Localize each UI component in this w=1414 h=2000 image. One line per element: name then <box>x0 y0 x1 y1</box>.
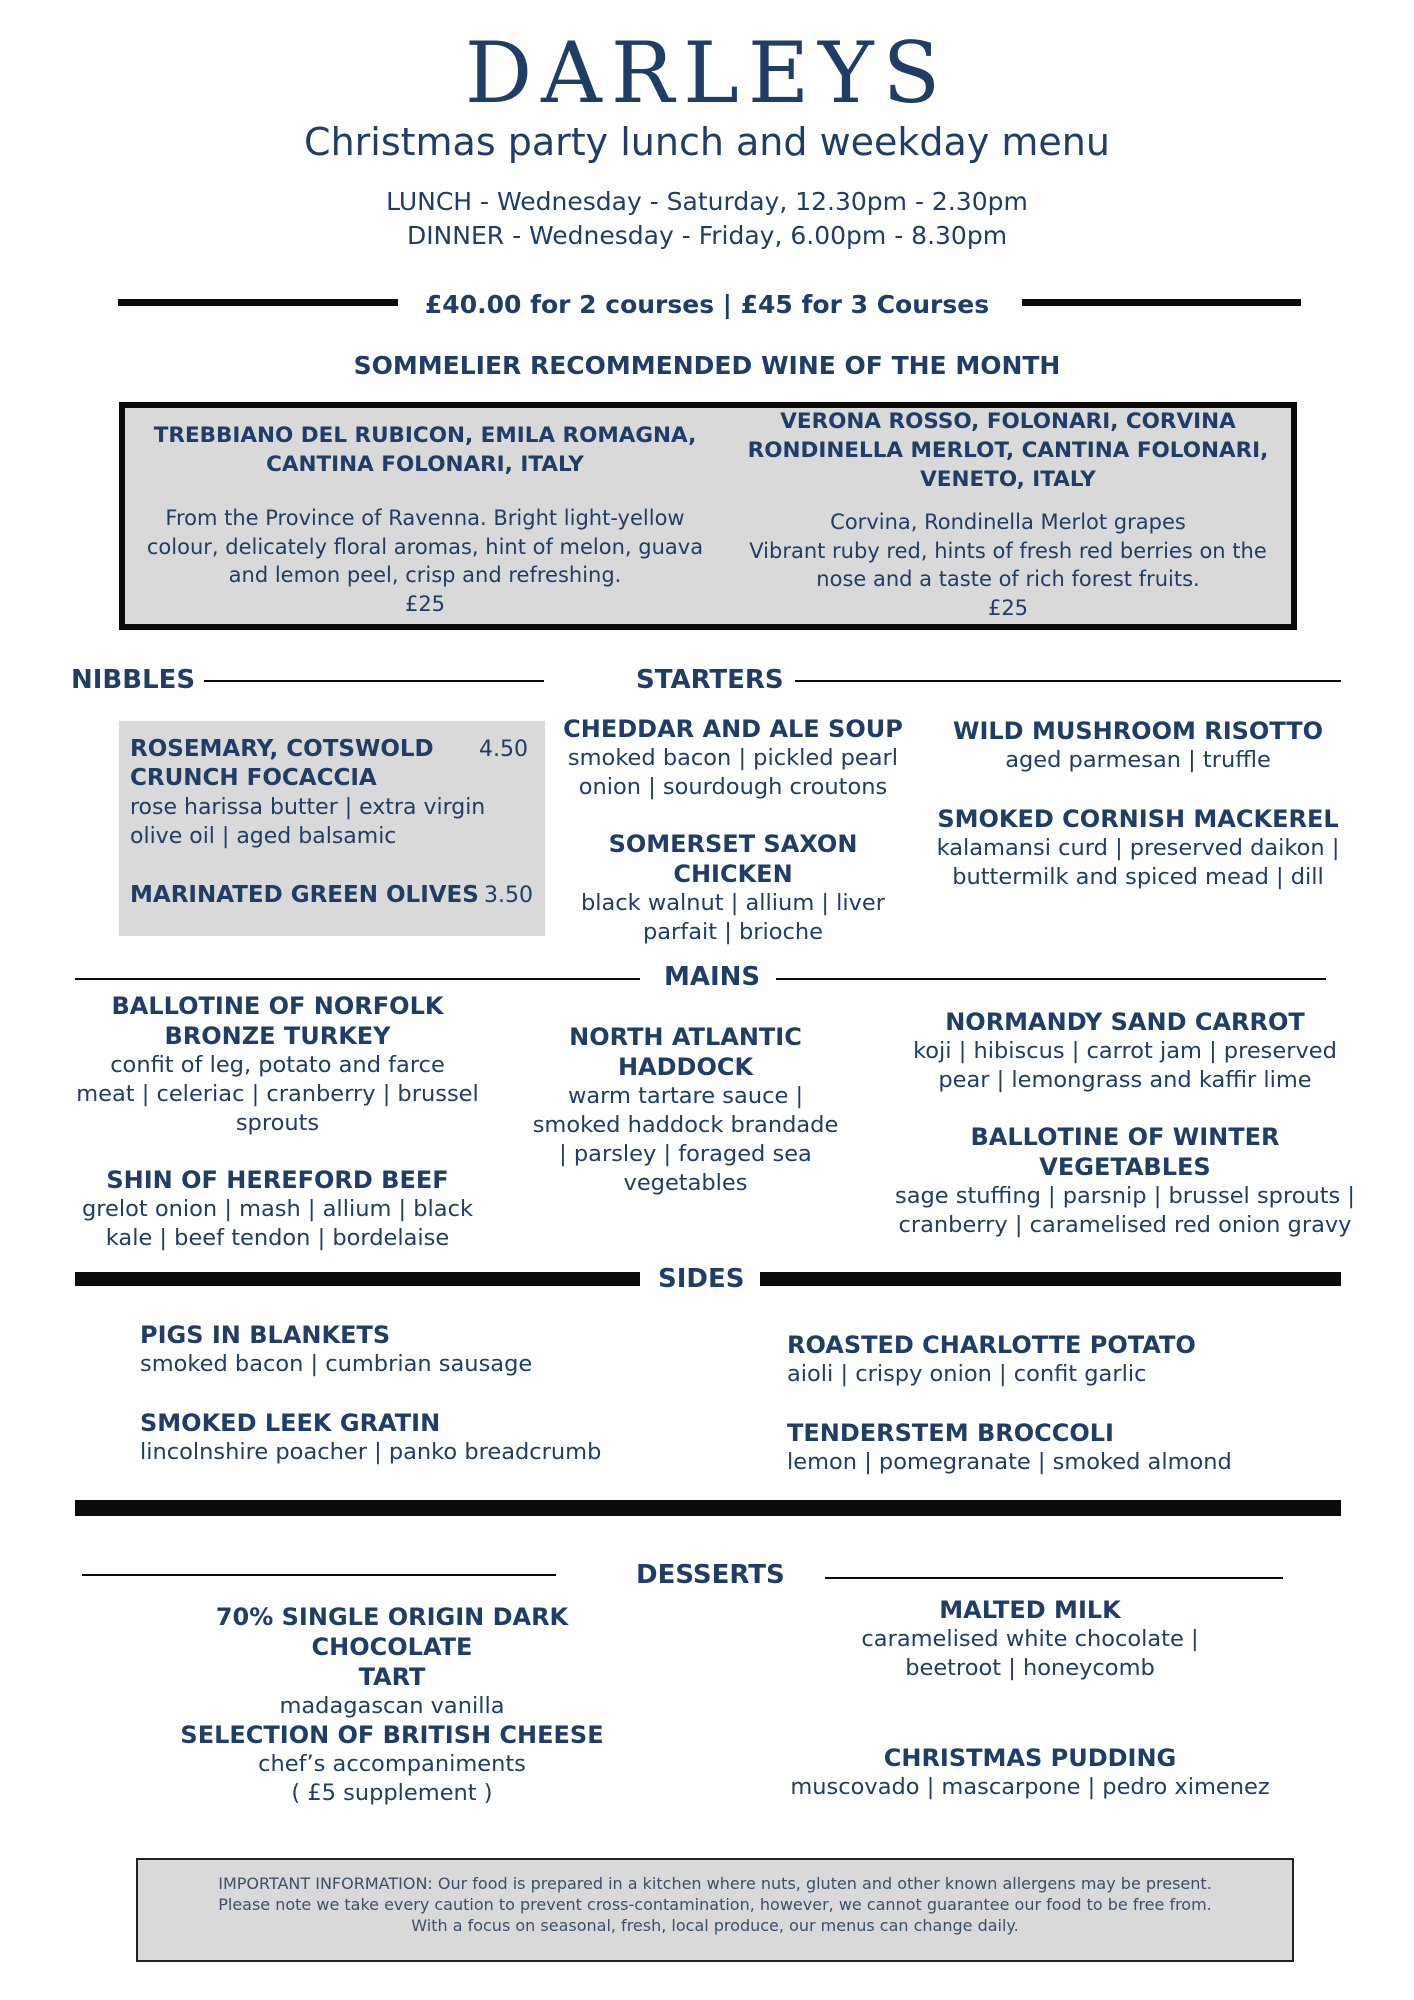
notice-line: IMPORTANT INFORMATION: Our food is prepared in a kitchen where nuts, gluten and other known allergens may be present. <box>218 1874 1212 1893</box>
wine-name <box>725 407 1291 494</box>
menu-item <box>760 1743 1300 1802</box>
wine-desc-line: colour, delicately floral aromas, hint of melon, guava <box>146 534 704 559</box>
wine-desc-line: From the Province of Ravenna. Bright light-yellow <box>165 506 685 530</box>
item-desc-line: olive oil | aged balsamic <box>130 824 397 849</box>
wine-name-line: TREBBIANO DEL RUBICON, EMILA ROMAGNA, <box>153 423 697 448</box>
notice-line: Please note we take every caution to prevent cross-contamination, however, we cannot guarantee our food to be free from. <box>218 1895 1212 1914</box>
item-desc-line: confit of leg, potato and farce <box>110 1052 445 1078</box>
menu-item <box>880 1122 1370 1240</box>
menu-item <box>880 1007 1370 1095</box>
item-desc-line: warm tartare sauce | <box>567 1083 804 1109</box>
section-heading-sides: SIDES <box>658 1264 745 1294</box>
item-name: TENDERSTEM BROCCOLI <box>787 1419 1114 1447</box>
item-name-line: NORTH ATLANTIC <box>569 1023 802 1051</box>
item-name: CHRISTMAS PUDDING <box>883 1744 1177 1772</box>
item-desc-line: chef’s accompaniments <box>258 1751 526 1777</box>
item-name: PIGS IN BLANKETS <box>140 1321 391 1349</box>
wine-name-line: VENETO, ITALY <box>920 467 1096 492</box>
menu-item <box>548 829 918 947</box>
item-desc-line: | parsley | foraged sea <box>559 1141 812 1167</box>
item-desc-line: aged parmesan | truffle <box>1005 747 1271 773</box>
item-name-line: ROSEMARY, COTSWOLD <box>130 736 434 762</box>
sides-rule-right <box>760 1272 1341 1286</box>
wine-name-line: CANTINA FOLONARI, ITALY <box>266 452 584 477</box>
menu-subtitle: Christmas party lunch and weekday menu <box>304 120 1110 164</box>
item-desc-line: muscovado | mascarpone | pedro ximenez <box>790 1774 1270 1800</box>
wine-name <box>125 421 725 479</box>
menu-item <box>70 991 485 1138</box>
item-description <box>548 744 918 802</box>
item-desc-line: lincolnshire poacher | panko breadcrumb <box>140 1439 602 1465</box>
menu-item <box>140 1408 601 1467</box>
item-name-line: BRONZE TURKEY <box>164 1022 391 1050</box>
item-name-line: 70% SINGLE ORIGIN DARK CHOCOLATE <box>215 1603 569 1661</box>
wine-item <box>125 418 725 618</box>
item-desc-line: madagascan vanilla <box>279 1693 505 1719</box>
brand-logo: DARLEYS <box>464 24 950 122</box>
item-description <box>70 1195 485 1253</box>
item-desc-line: meat | celeriac | cranberry | brussel <box>76 1081 479 1107</box>
item-desc-line: smoked bacon | pickled pearl <box>567 745 899 771</box>
wine-item <box>725 407 1291 622</box>
item-desc-line: onion | sourdough croutons <box>578 774 888 800</box>
item-desc-line: ( £5 supplement ) <box>291 1780 493 1806</box>
item-name <box>132 1602 652 1692</box>
menu-item <box>760 1595 1300 1683</box>
item-desc-line: black walnut | allium | liver <box>580 890 886 916</box>
item-description <box>130 793 485 851</box>
item-desc-line: grelot onion | mash | allium | black <box>82 1196 473 1222</box>
item-description <box>880 1037 1370 1095</box>
wine-description <box>725 508 1291 622</box>
desserts-rule-left <box>82 1574 556 1576</box>
item-name-line: CRUNCH FOCACCIA <box>130 765 377 791</box>
item-desc-line: pear | lemongrass and kaffir lime <box>938 1067 1312 1093</box>
menu-item <box>70 1165 485 1253</box>
wine-desc-line: and lemon peel, crisp and refreshing. <box>228 563 622 587</box>
menu-item <box>914 804 1362 892</box>
menu-item <box>508 1022 863 1198</box>
item-name-line: BALLOTINE OF WINTER <box>970 1123 1280 1151</box>
price-rule-right <box>1022 299 1301 306</box>
allergen-notice <box>136 1858 1294 1962</box>
wine-heading: SOMMELIER RECOMMENDED WINE OF THE MONTH <box>353 351 1061 380</box>
mains-rule-left <box>75 978 640 980</box>
item-name: SMOKED LEEK GRATIN <box>140 1409 441 1437</box>
set-price: £40.00 for 2 courses | £45 for 3 Courses <box>424 290 990 319</box>
menu-item <box>787 1330 1196 1389</box>
item-name: WILD MUSHROOM RISOTTO <box>952 717 1324 745</box>
item-name: MALTED MILK <box>939 1596 1121 1624</box>
item-name: NORMANDY SAND CARROT <box>945 1008 1305 1036</box>
item-description <box>548 889 918 947</box>
item-name: SOMERSET SAXON CHICKEN <box>608 830 858 888</box>
item-name: SELECTION OF BRITISH CHEESE <box>180 1721 604 1749</box>
item-desc-line: parfait | brioche <box>642 919 823 945</box>
item-description <box>880 1182 1370 1240</box>
menu-item <box>130 735 485 851</box>
menu-item <box>548 714 918 802</box>
dinner-hours: DINNER - Wednesday - Friday, 6.00pm - 8.30pm <box>406 221 1008 250</box>
item-desc-line: smoked bacon | cumbrian sausage <box>140 1351 533 1377</box>
item-desc-line: vegetables <box>623 1170 748 1196</box>
item-name: ROASTED CHARLOTTE POTATO <box>787 1331 1196 1359</box>
item-price: 4.50 <box>479 737 528 762</box>
menu-item <box>914 716 1362 775</box>
sides-rule-left <box>75 1272 640 1286</box>
item-name: CHEDDAR AND ALE SOUP <box>563 715 903 743</box>
wine-desc-line: nose and a taste of rich forest fruits. <box>816 567 1200 591</box>
section-heading-mains: MAINS <box>664 962 761 992</box>
wine-box <box>119 402 1297 630</box>
wine-name-line: VERONA ROSSO, FOLONARI, CORVINA <box>780 409 1236 434</box>
section-heading-nibbles: NIBBLES <box>71 665 196 695</box>
item-price: 3.50 <box>484 883 533 908</box>
item-name-line: HADDOCK <box>617 1053 754 1081</box>
item-desc-line: koji | hibiscus | carrot jam | preserved <box>913 1038 1337 1064</box>
item-name <box>70 991 485 1051</box>
item-desc-line: sage stuffing | parsnip | brussel sprouts | <box>894 1183 1356 1209</box>
wine-desc-line: Corvina, Rondinella Merlot grapes <box>830 510 1186 534</box>
starters-rule <box>795 680 1341 682</box>
item-desc-line: smoked haddock brandade <box>532 1112 839 1138</box>
item-name: SMOKED CORNISH MACKEREL <box>937 805 1339 833</box>
section-divider <box>75 1500 1341 1516</box>
menu-item <box>130 881 479 910</box>
wine-price: £25 <box>987 595 1029 620</box>
item-desc-line: sprouts <box>235 1110 320 1136</box>
item-name <box>880 1122 1370 1182</box>
item-description <box>760 1625 1300 1683</box>
item-description <box>508 1082 863 1198</box>
wine-desc-line: Vibrant ruby red, hints of fresh red berries on the <box>749 538 1267 563</box>
wine-name-line: RONDINELLA MERLOT, CANTINA FOLONARI, <box>747 438 1269 463</box>
item-name-line: VEGETABLES <box>1039 1153 1211 1181</box>
lunch-hours: LUNCH - Wednesday - Saturday, 12.30pm - 2.30pm <box>386 187 1028 216</box>
notice-line: With a focus on seasonal, fresh, local produce, our menus can change daily. <box>411 1916 1019 1935</box>
item-description <box>132 1750 652 1808</box>
item-desc-line: kalamansi curd | preserved daikon | <box>936 835 1340 861</box>
menu-item <box>787 1418 1232 1477</box>
wine-price: £25 <box>404 591 446 616</box>
item-name-line: TART <box>358 1663 426 1691</box>
menu-item <box>132 1602 652 1721</box>
section-heading-starters: STARTERS <box>636 665 784 695</box>
item-description <box>914 834 1362 892</box>
menu-item <box>140 1320 532 1379</box>
item-desc-line: lemon | pomegranate | smoked almond <box>787 1449 1232 1475</box>
item-desc-line: cranberry | caramelised red onion gravy <box>898 1212 1352 1238</box>
item-description <box>70 1051 485 1138</box>
item-name <box>508 1022 863 1082</box>
desserts-rule-right <box>825 1577 1283 1579</box>
item-desc-line: rose harissa butter | extra virgin <box>130 795 486 820</box>
item-desc-line: caramelised white chocolate | <box>861 1626 1199 1652</box>
item-desc-line: beetroot | honeycomb <box>905 1655 1155 1681</box>
menu-item <box>132 1720 652 1808</box>
item-name <box>130 735 485 793</box>
mains-rule-right <box>776 978 1326 980</box>
item-name: MARINATED GREEN OLIVES <box>130 882 479 908</box>
item-desc-line: aioli | crispy onion | confit garlic <box>787 1361 1147 1387</box>
item-name: SHIN OF HEREFORD BEEF <box>106 1166 449 1194</box>
wine-description <box>125 504 725 618</box>
section-heading-desserts: DESSERTS <box>636 1560 785 1590</box>
nibbles-rule <box>204 680 544 682</box>
item-name-line: BALLOTINE OF NORFOLK <box>111 992 444 1020</box>
nibbles-box <box>119 721 545 936</box>
item-desc-line: kale | beef tendon | bordelaise <box>105 1225 450 1251</box>
item-desc-line: buttermilk and spiced mead | dill <box>952 864 1324 890</box>
